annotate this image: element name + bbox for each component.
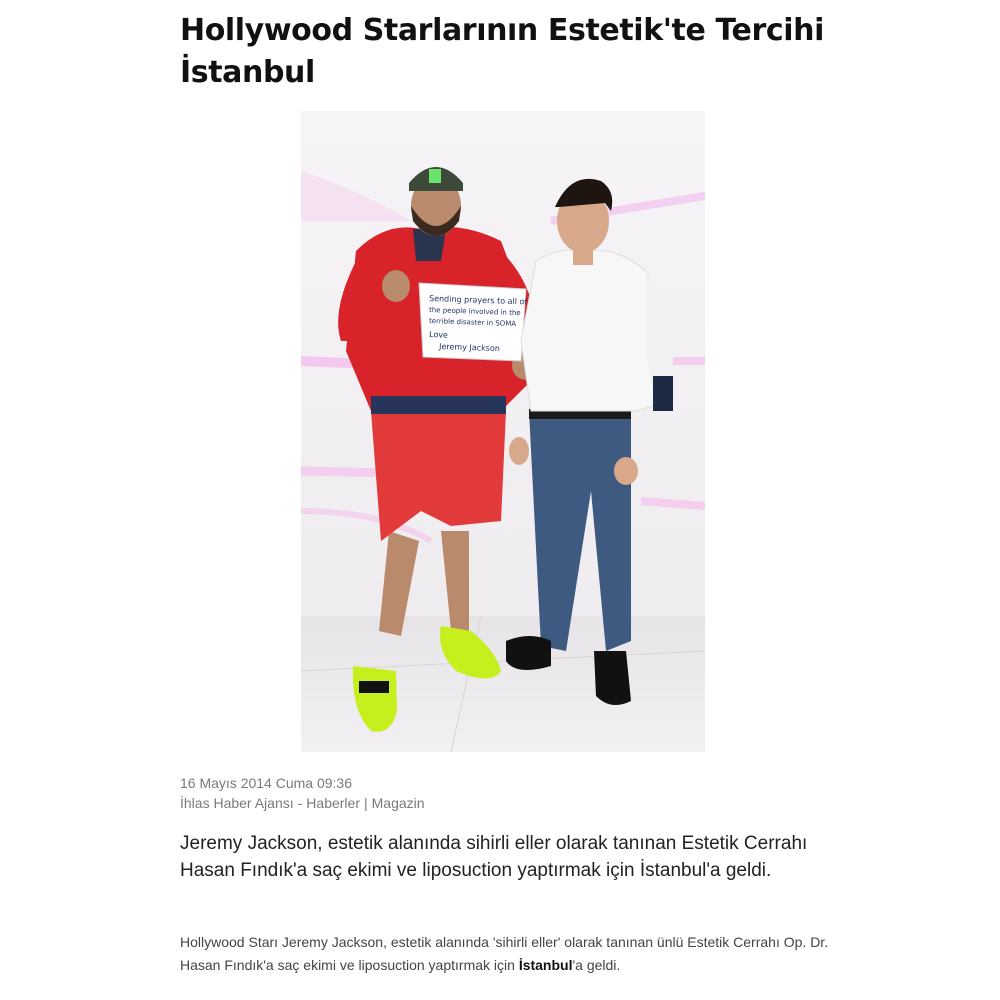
publish-date: 16 Mayıs 2014 Cuma 09:36 [180, 775, 352, 791]
article-body [180, 931, 840, 977]
article-meta [180, 773, 425, 813]
sign-line-1: Sending prayers to all of [428, 294, 528, 307]
source-link[interactable]: İhlas Haber Ajansı [180, 795, 294, 811]
article-title: Hollywood Starlarının Estetik'te Tercihi İstanbul [180, 13, 824, 90]
category-link-magazin[interactable]: Magazin [371, 795, 425, 811]
category-link-haberler[interactable]: Haberler [306, 795, 360, 811]
source-line [180, 793, 425, 813]
category-separator: | [364, 795, 368, 811]
sign-line-4: Love [428, 330, 449, 340]
sign-line-5: Jeremy Jackson [438, 342, 501, 354]
handwritten-sign [419, 283, 528, 361]
body-text-end: 'a geldi. [572, 957, 621, 973]
source-separator: - [297, 795, 303, 811]
article-summary: Jeremy Jackson, estetik alanında sihirli eller olarak tanınan Estetik Cerrahı Hasan Fındık'a saç ekimi ve liposuction yaptırmak için İstanbul'a geldi. [180, 833, 808, 881]
body-text-bold: İstanbul [518, 957, 573, 973]
body-text-start: Hollywood Starı Jeremy Jackson, estetik alanında 'sihirli eller' olarak tanınan ünlü Estetik Cerrahı Op. Dr. Hasan Fındık'a saç ekimi ve liposuction yaptırmak için [180, 934, 829, 973]
article-photo [301, 111, 705, 752]
article [180, 0, 840, 94]
sign-line-3: terrible disaster in SOMA [428, 317, 517, 329]
sign-line-2: the people involved in the [428, 306, 521, 318]
photo-illustration [301, 111, 705, 752]
